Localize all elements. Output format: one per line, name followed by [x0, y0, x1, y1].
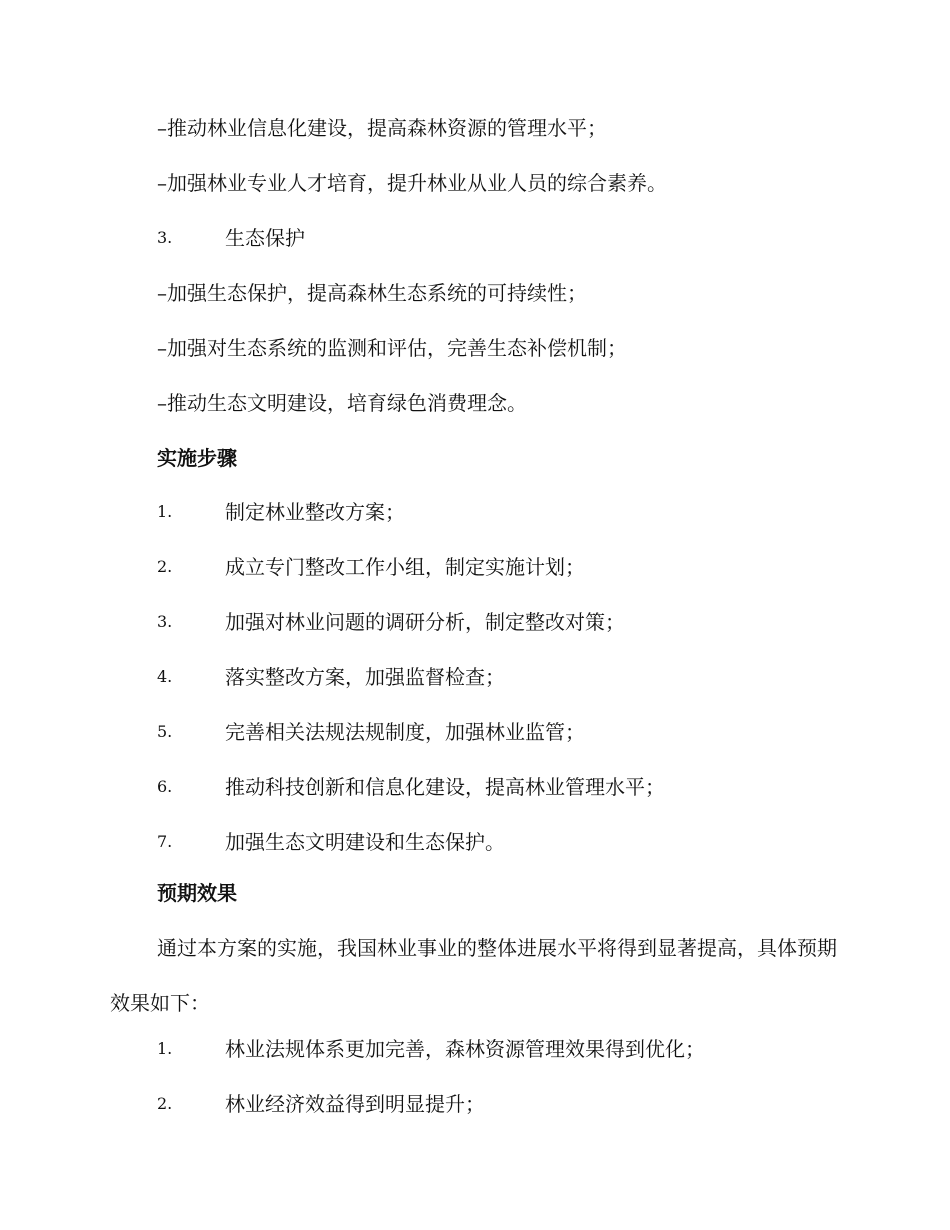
list-item-number: 3. [157, 612, 173, 631]
list-item-number: 6. [157, 777, 173, 796]
bullet-item: –加强林业专业人才培育，提升林业从业人员的综合素养。 [157, 171, 667, 195]
list-item-text: 落实整改方案，加强监督检查； [225, 665, 505, 689]
bullet-item: –推动林业信息化建设，提高森林资源的管理水平； [157, 116, 607, 140]
bullet-item: –加强生态保护，提高森林生态系统的可持续性； [157, 281, 587, 305]
list-item-text: 制定林业整改方案； [225, 500, 405, 524]
list-item-number: 1. [157, 1039, 173, 1058]
list-item-text: 林业法规体系更加完善，森林资源管理效果得到优化； [225, 1037, 705, 1061]
bullet-item: –推动生态文明建设，培育绿色消费理念。 [157, 391, 527, 415]
section-heading-steps: 实施步骤 [157, 446, 237, 470]
list-item-number: 1. [157, 502, 173, 521]
list-item-number: 4. [157, 667, 173, 686]
list-item-text: 林业经济效益得到明显提升； [225, 1092, 485, 1116]
list-item-text: 加强生态文明建设和生态保护。 [225, 830, 505, 854]
list-item-number: 5. [157, 722, 173, 741]
list-item-number: 2. [157, 557, 173, 576]
section-heading-effects: 预期效果 [157, 881, 237, 905]
list-item-text: 推动科技创新和信息化建设，提高林业管理水平； [225, 775, 665, 799]
list-item-number: 7. [157, 832, 173, 851]
list-item-text: 加强对林业问题的调研分析，制定整改对策； [225, 610, 625, 634]
bullet-item: –加强对生态系统的监测和评估，完善生态补偿机制； [157, 336, 627, 360]
intro-paragraph: 通过本方案的实施，我国林业事业的整体进展水平将得到显著提高，具体预期效果如下： [110, 936, 837, 1015]
section-title: 生态保护 [225, 226, 305, 250]
list-item-number: 2. [157, 1094, 173, 1113]
section-number: 3. [157, 228, 173, 247]
list-item-text: 完善相关法规法规制度，加强林业监管； [225, 720, 585, 744]
list-item-text: 成立专门整改工作小组，制定实施计划； [225, 555, 585, 579]
